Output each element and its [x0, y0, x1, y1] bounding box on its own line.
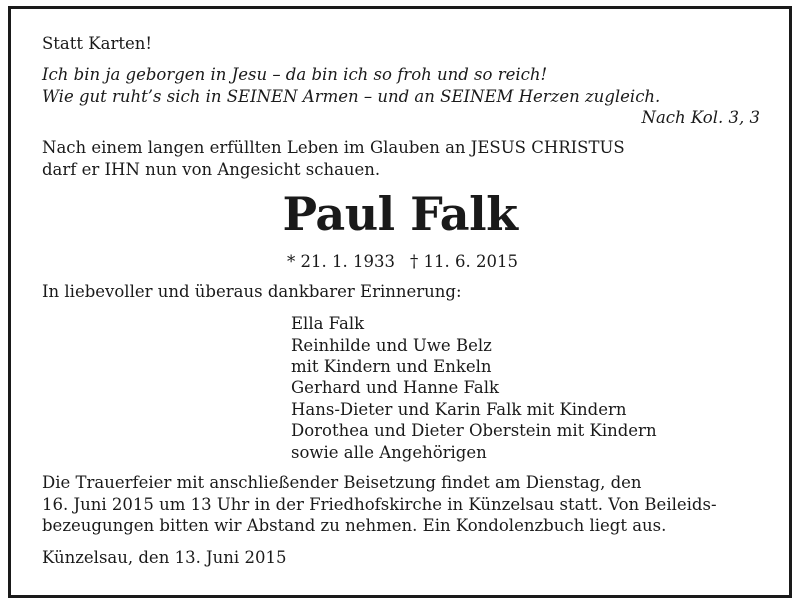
service-line-1: Die Trauerfeier mit anschließender Beisetzung findet am Dienstag, den — [42, 473, 642, 492]
mourner-item: mit Kindern und Enkeln — [291, 357, 492, 376]
place-date: Künzelsau, den 13. Juni 2015 — [42, 548, 287, 567]
remembrance-line: In liebevoller und überaus dankbarer Erinnerung: — [42, 282, 462, 301]
intro-line-1: Nach einem langen erfüllten Leben im Glauben an JESUS CHRISTUS — [42, 138, 625, 157]
mourner-item: sowie alle Angehörigen — [291, 443, 487, 462]
mourner-item: Dorothea und Dieter Oberstein mit Kindern — [291, 421, 657, 440]
death-date: † 11. 6. 2015 — [410, 252, 518, 271]
intro-line-2: darf er IHN nun von Angesicht schauen. — [42, 160, 381, 179]
mourner-item: Ella Falk — [291, 314, 365, 333]
service-line-3: bezeugungen bitten wir Abstand zu nehmen. Ein Kondolenzbuch liegt aus. — [42, 516, 667, 535]
mourner-item: Gerhard und Hanne Falk — [291, 378, 499, 397]
deceased-name: Paul Falk — [282, 187, 518, 241]
verse-line-2: Wie gut ruht’s sich in SEINEN Armen – und an SEINEM Herzen zugleich. — [42, 87, 661, 106]
birth-date: * 21. 1. 1933 — [287, 252, 395, 271]
verse-reference: Nach Kol. 3, 3 — [641, 108, 760, 127]
mourner-item: Reinhilde und Uwe Belz — [291, 336, 492, 355]
verse-line-1: Ich bin ja geborgen in Jesu – da bin ich so froh und so reich! — [42, 65, 548, 84]
service-line-2: 16. Juni 2015 um 13 Uhr in der Friedhofskirche in Künzelsau statt. Von Beileids- — [42, 495, 717, 514]
mourner-item: Hans-Dieter und Karin Falk mit Kindern — [291, 400, 627, 419]
opening-line: Statt Karten! — [42, 34, 152, 53]
